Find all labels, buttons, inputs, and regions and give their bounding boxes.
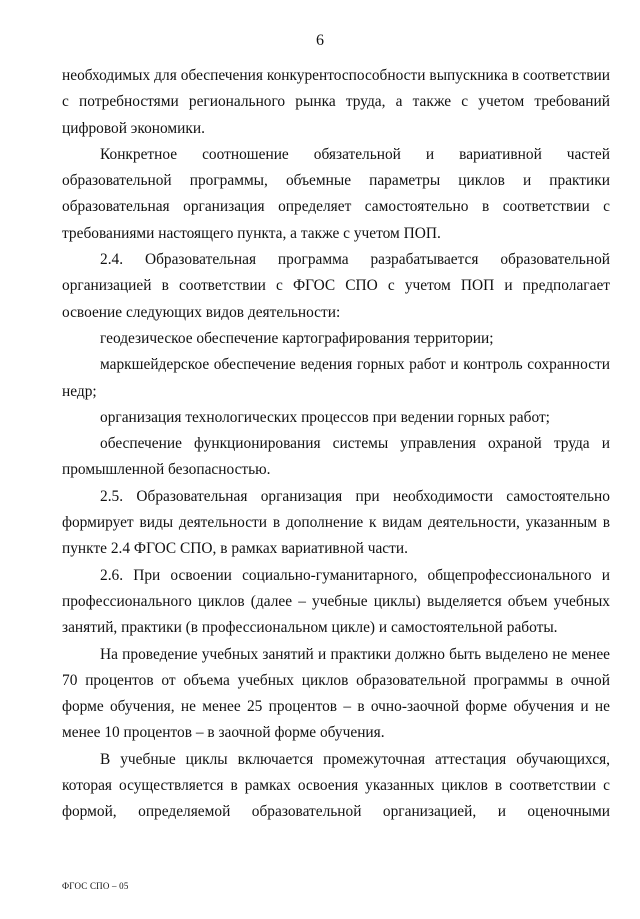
paragraph-2-6: 2.6. При освоении социально-гуманитарного, общепрофессионального и профессионального циклов (далее – учебные циклы) выделяется объем учебных занятий, практики (в профессиональном цикле) и самостоятельной работы. <box>62 566 610 637</box>
paragraph-continuation: необходимых для обеспечения конкурентоспособности выпускника в соответствии с потребностями регионального рынка труда, а также с учетом требований цифровой экономики. <box>62 67 610 137</box>
paragraph-2-5: 2.5. Образовательная организация при необходимости самостоятельно формирует виды деятельности в дополнение к видам деятельности, указанным в пункте 2.4 ФГОС СПО, в рамках вариативной части. <box>62 487 610 558</box>
activity-item: обеспечение функционирования системы управления охраной труда и промышленной безопасностью. <box>62 435 610 479</box>
paragraph-ratio-parts: Конкретное соотношение обязательной и вариативной частей образовательной программы, объемные параметры циклов и практики образовательная организация определяет самостоятельно в соответствии с требованиями настоящего пункта, а также с учетом ПОП. <box>62 145 610 242</box>
document-body <box>62 63 610 826</box>
page-number: 6 <box>316 32 324 49</box>
paragraph-study-volume: На проведение учебных занятий и практики должно быть выделено не менее 70 процентов от объема учебных циклов образовательной программы в очной форме обучения, не менее 25 процентов – в очно-заочной форме обучения и не менее 10 процентов – в заочной форме обучения. <box>62 645 610 742</box>
activity-item: организация технологических процессов при ведении горных работ; <box>100 408 550 426</box>
activity-item: маркшейдерское обеспечение ведения горных работ и контроль сохранности недр; <box>62 356 610 400</box>
paragraph-attestation: В учебные циклы включается промежуточная аттестация обучающихся, которая осуществляется в рамках освоения указанных циклов в соответствии с формой, определяемой образовательной организацией, и оценочными <box>62 750 610 821</box>
paragraph-2-4: 2.4. Образовательная программа разрабатывается образовательной организацией в соответствии с ФГОС СПО с учетом ПОП и предполагает освоение следующих видов деятельности: <box>62 251 610 321</box>
activity-item: геодезическое обеспечение картографирования территории; <box>100 329 494 347</box>
footer-code: ФГОС СПО – 05 <box>62 881 129 891</box>
